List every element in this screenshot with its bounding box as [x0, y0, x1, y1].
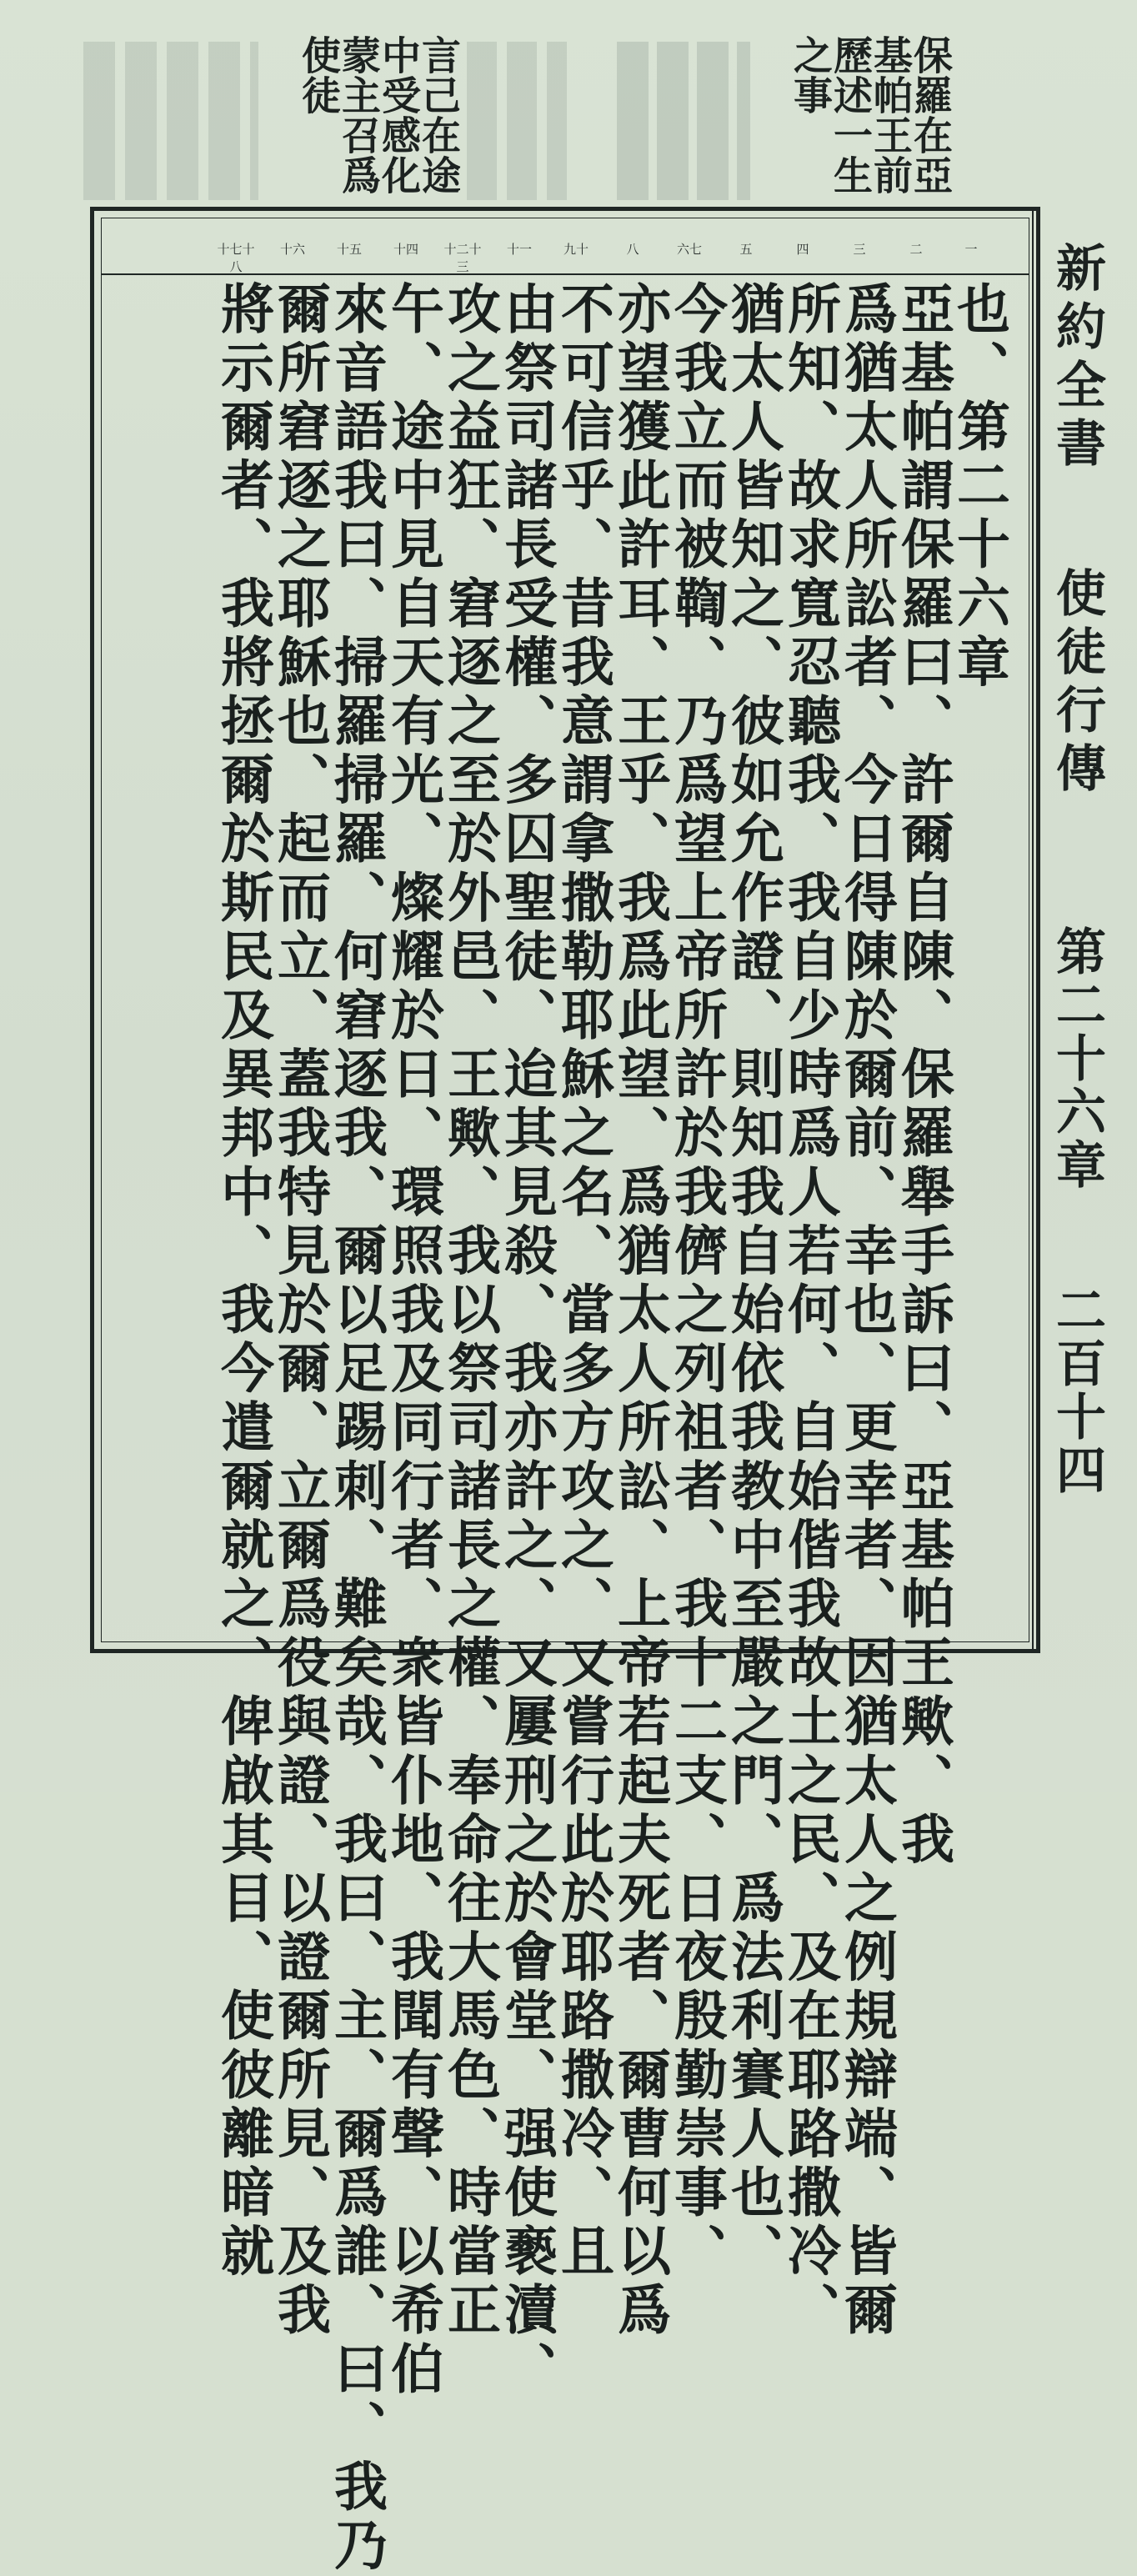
top-note-right-2: 基帕王前: [867, 35, 913, 195]
verse-number: 四: [796, 242, 809, 257]
verse-number: 三: [853, 242, 866, 257]
text-column: 不可信乎、昔我意謂拿撒勒耶穌之名、當多方攻之、又嘗行此於耶路撒冷、且: [552, 281, 614, 2283]
verse-number: 十六: [279, 242, 305, 257]
text-column: 所知、故求寬忍聽我、我自少時爲人若何、自始偕我故土之民、及在耶路撒冷、: [779, 281, 841, 2341]
verse-number: 六七: [676, 242, 702, 257]
verse-number: 十七十八: [217, 242, 255, 274]
verse-number: 五: [739, 242, 753, 257]
chapter-label: 第二十六章: [1048, 925, 1106, 1192]
text-column: 亞基帕謂保羅曰、許爾自陳、保羅舉手訴曰、亞基帕王歟、我: [892, 281, 954, 1871]
show-through-shadow: [467, 42, 567, 200]
text-column: 由祭司諸長受權、多囚聖徒、迨其見殺、我亦許之、又屢刑之於會堂、强使褻瀆、: [495, 281, 558, 2400]
text-column: 爲猶太人所訟者、今日得陳於爾前、幸也、更幸者、因猶太人之例規辯端、皆爾: [835, 281, 898, 2341]
text-column: 攻之益狂、窘逐之至於外邑、王歟、我以祭司諸長之權、奉命往大馬色、時當正: [438, 281, 501, 2341]
text-column: 亦望獲此許耳、王乎、我爲此望、爲猶太人所訟、上帝若起夫死者、爾曹何以爲: [609, 281, 671, 2341]
verse-number: 十一: [506, 242, 532, 257]
verse-number-band: [102, 218, 1029, 275]
verse-number: 十五: [336, 242, 362, 257]
top-note-right-3: 歷述一生: [827, 35, 873, 195]
top-note-right-4: 之事: [787, 35, 833, 115]
text-column: 爾所窘逐之耶穌也、起而立、蓋我特見於爾、立爾爲役與證、以證爾所見、及我: [268, 281, 331, 2341]
text-column: 將示爾者、我將拯爾於斯民及異邦中、我今遣爾就之、俾啟其目、使彼離暗就: [212, 281, 274, 2283]
header-separator: [1032, 207, 1034, 1653]
text-column: 來音語我曰、掃羅掃羅、何窘逐我、爾以足踢刺、難矣哉、我曰、主、爾爲誰、曰、我乃: [325, 281, 388, 2576]
page-number: 二百十四: [1048, 1284, 1106, 1497]
section-title: 使徒行傳: [1048, 567, 1106, 800]
verse-number: 二: [909, 242, 923, 257]
show-through-shadow: [617, 42, 750, 200]
top-note-left-2: 中受感化: [375, 35, 421, 195]
text-column: 午、途中見自天有光、燦耀於日、環照我及同行者、衆皆仆地、我聞有聲、以希伯: [382, 281, 444, 2400]
show-through-shadow: [83, 42, 258, 200]
verse-number: 八: [626, 242, 639, 257]
top-note-right-1: 保羅在亞: [907, 35, 953, 195]
text-column: 今我立而被鞫、乃爲望上帝所許於我儕之列祖者、我十二支、日夜殷勤崇事、: [665, 281, 728, 2283]
top-note-left-4: 使徒: [295, 35, 341, 115]
top-note-left-3: 蒙主召爲: [335, 35, 381, 195]
book-title: 新約全書: [1048, 242, 1106, 475]
verse-number: 十二十三: [443, 242, 482, 274]
text-column: 猶太人皆知之、彼如允作證、則知我自始依我教中至嚴之門、爲法利賽人也、: [722, 281, 784, 2283]
verse-number: 十四: [393, 242, 418, 257]
verse-number: 一: [964, 242, 978, 257]
verse-number: 九十: [563, 242, 589, 257]
top-note-left-1: 言己在途: [415, 35, 461, 195]
text-column: 也、第二十六章: [948, 281, 1010, 694]
